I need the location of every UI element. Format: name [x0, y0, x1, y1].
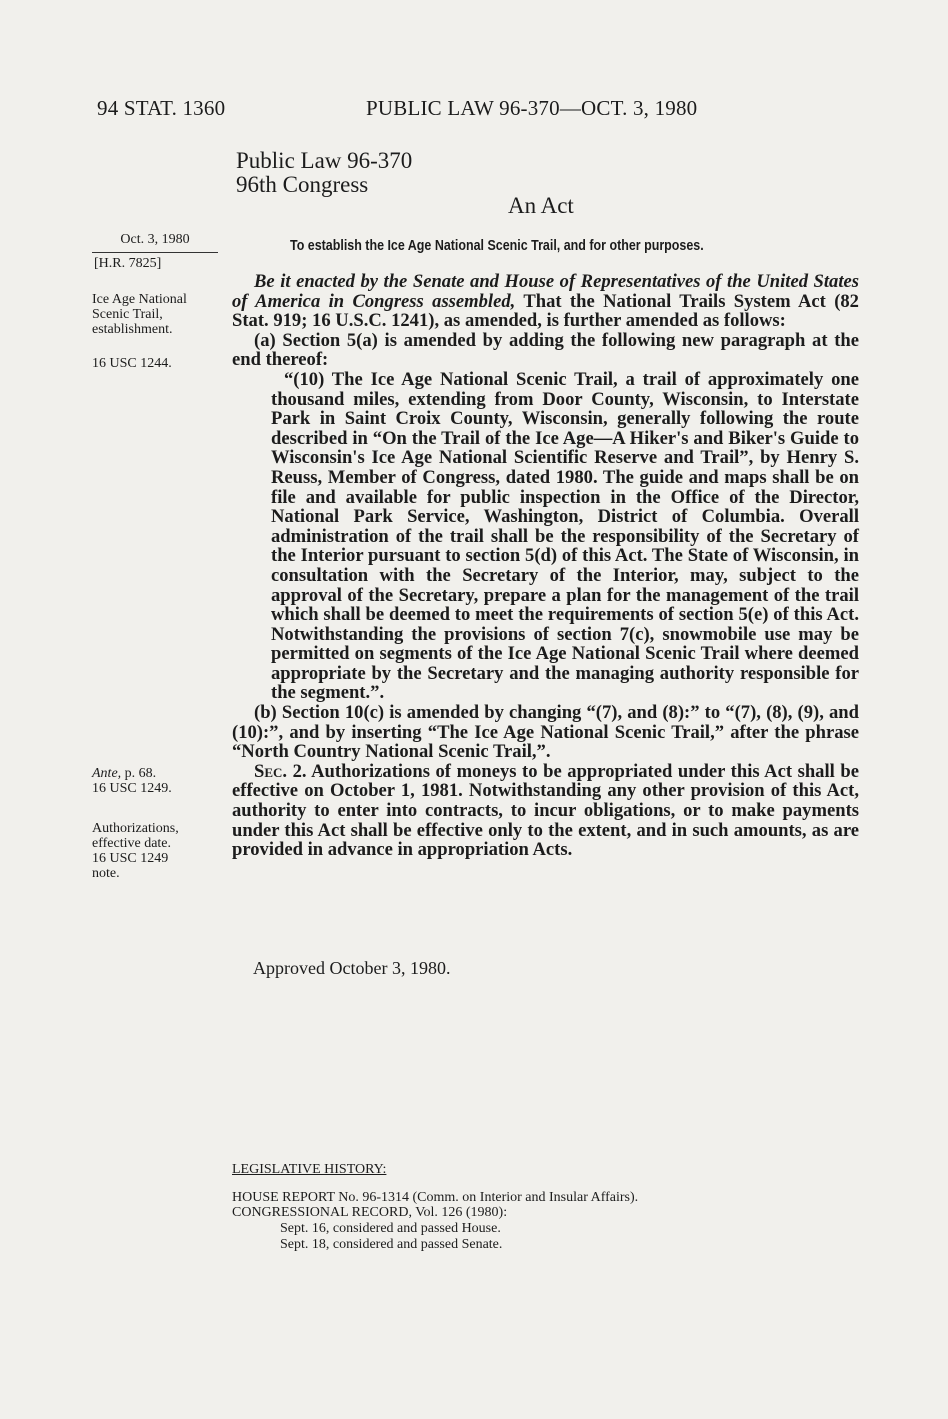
approval-statement: Approved October 3, 1980.: [253, 958, 451, 978]
margin-note-line: Authorizations,: [92, 821, 179, 836]
bill-number: [H.R. 7825]: [94, 256, 162, 271]
act-body: [232, 272, 859, 860]
enacting-clause-italic: Be it enacted by the Senate and House of Representatives of the United States of America in Congress assembled,: [232, 271, 859, 312]
law-title-header: PUBLIC LAW 96-370—OCT. 3, 1980: [366, 96, 698, 120]
enacting-clause: [232, 272, 859, 331]
margin-note-line: note.: [92, 866, 120, 881]
ante-italic: Ante,: [92, 766, 122, 781]
margin-note-ante: [92, 766, 172, 796]
paragraph-a: (a) Section 5(a) is amended by adding the following new paragraph at the end thereof:: [232, 329, 859, 371]
margin-note-line: establishment.: [92, 322, 173, 337]
margin-note-line: [92, 766, 172, 781]
date-divider: [92, 252, 218, 253]
margin-note-line: effective date.: [92, 836, 172, 851]
margin-note-line: 16 USC 1249.: [92, 781, 172, 796]
legislative-history-title: LEGISLATIVE HISTORY:: [232, 1162, 387, 1177]
history-entry: Sept. 16, considered and passed House.: [280, 1221, 501, 1236]
section-2-label: Sec. 2.: [254, 760, 307, 782]
margin-note-establishment: [92, 292, 187, 337]
history-entry: Sept. 18, considered and passed Senate.: [280, 1237, 503, 1252]
house-report: HOUSE REPORT No. 96-1314 (Comm. on Interior and Insular Affairs).: [232, 1190, 639, 1205]
section-2: [232, 762, 859, 860]
section-2-text: Authorizations of moneys to be appropriated under this Act shall be effective on October 1, 1981. Notwithstanding any other provision of this Act, authority to enter into contracts, to incur obligations, or to make payments under this Act shall be effective only to the extent, and in such amounts, as are provided in advance in appropriation Acts.: [232, 760, 859, 861]
congressional-record: CONGRESSIONAL RECORD, Vol. 126 (1980):: [232, 1205, 508, 1220]
margin-note-line: Scenic Trail,: [92, 307, 163, 322]
public-law-number: Public Law 96-370: [236, 148, 413, 173]
margin-note-line: Ice Age National: [92, 292, 187, 307]
quoted-paragraph-10: “(10) The Ice Age National Scenic Trail, a trail of approximately one thousand miles, extending from Door County, Wisconsin, to Interstate Park in Saint Croix County, Wisconsin, generally following the route described in “On the Trail of the Ice Age—A Hiker's and Biker's Guide to Wisconsin's Ice Age National Scientific Reserve and Trail”, by Henry S. Reuss, Member of Congress, dated 1980. The guide and maps shall be on file and available for public inspection in the Office of the Director, National Park Service, Washington, District of Columbia. Overall administration of the trail shall be the responsibility of the Secretary of the Interior pursuant to section 5(d) of this Act. The State of Wisconsin, in consultation with the Secretary of the Interior, may, subject to the approval of the Secretary, prepare a plan for the management of the trail which shall be deemed to meet the requirements of section 5(e) of this Act. Notwithstanding the provisions of section 7(c), snowmobile use may be permitted on segments of the Ice Age National Scenic Trail where deemed appropriate by the Secretary and the managing authority responsible for the segment.”.: [271, 368, 859, 704]
margin-note-line: 16 USC 1249: [92, 851, 169, 866]
ante-page: p. 68.: [121, 766, 157, 781]
margin-note-usc-1244: 16 USC 1244.: [92, 356, 172, 371]
paragraph-b: (b) Section 10(c) is amended by changing “(7), and (8):” to “(7), (8), (9), and (10):”, and by inserting “The Ice Age National Scenic Trail,” after the phrase “North Country National Scenic Trail,”.: [232, 702, 859, 763]
enactment-date: Oct. 3, 1980: [120, 232, 190, 247]
act-purpose: To establish the Ice Age National Scenic Trail, and for other purposes.: [290, 238, 704, 254]
enacting-clause-text: That the National Trails System Act (82 Stat. 919; 16 U.S.C. 1241), as amended, is further amended as follows:: [232, 290, 859, 332]
margin-note-authorizations: [92, 821, 179, 881]
stat-page-header: 94 STAT. 1360: [97, 96, 226, 120]
an-act-heading: An Act: [508, 193, 574, 218]
date-bill-box: [92, 232, 218, 272]
congress-number: 96th Congress: [236, 172, 369, 197]
